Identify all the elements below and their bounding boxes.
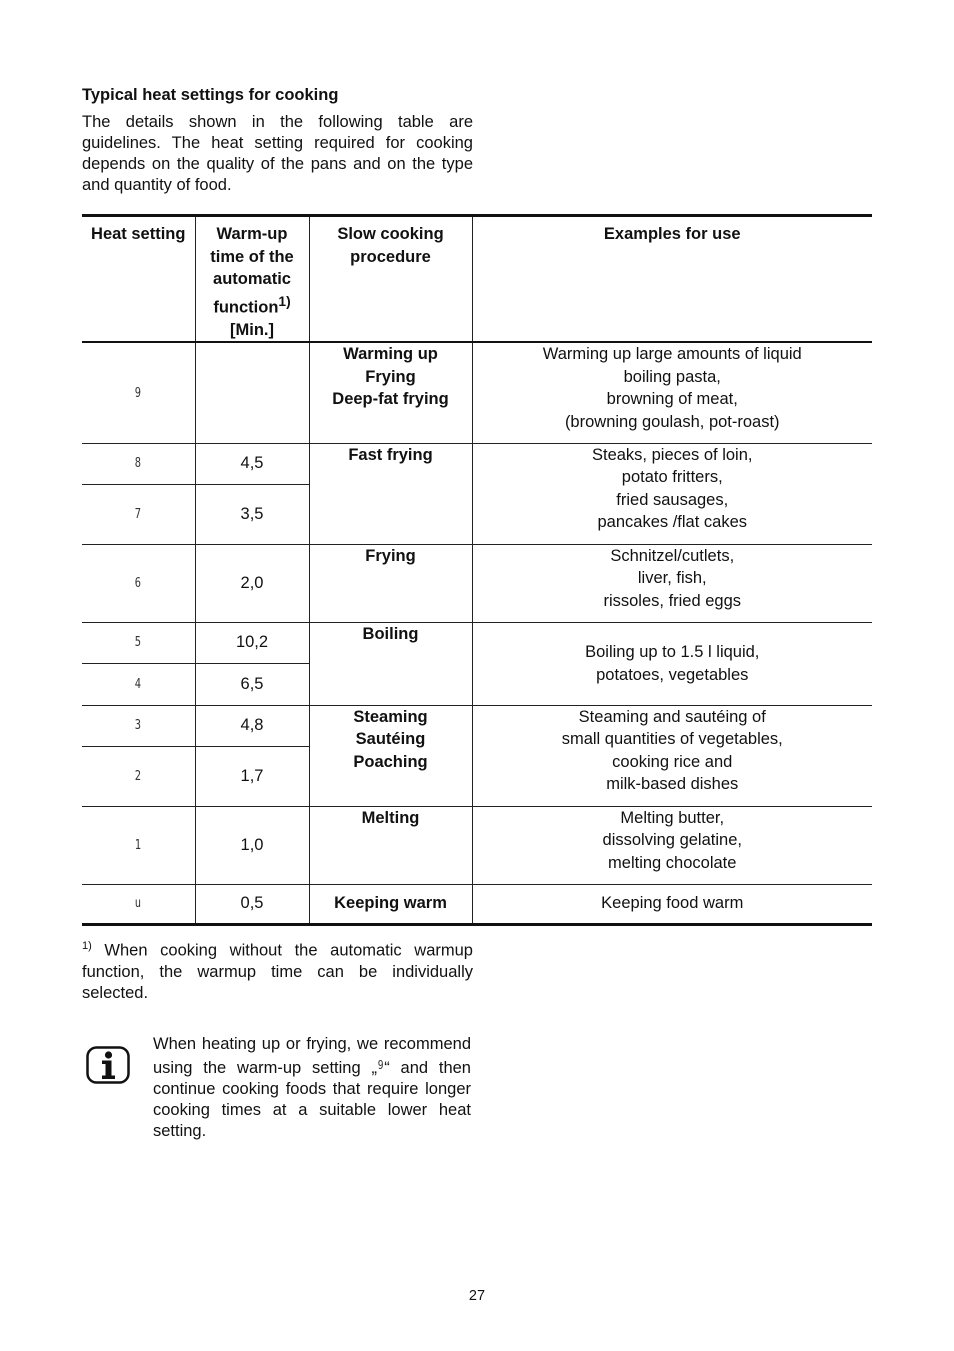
heat-setting-value: u (135, 896, 142, 912)
info-text-after: “ and then continue cooking foods that require longer cooking times at a suitable lower heat setting. (153, 1059, 471, 1140)
heat-setting-value: 9 (135, 385, 142, 401)
heat-setting-cell (82, 443, 195, 484)
examples-cell: Warming up large amounts of liquid boiling pasta, browning of meat, (browning goulash, pot-roast) (472, 342, 872, 443)
header-warmup-unit: [Min.] (230, 320, 274, 339)
procedure-cell: Keeping warm (309, 884, 472, 924)
procedure-cell: Boiling (309, 622, 472, 705)
warmup-cell: 0,5 (195, 884, 309, 924)
footnote-text: When cooking without the automatic warmup function, the warmup time can be individually selected. (82, 941, 473, 1002)
page-number: 27 (468, 1288, 486, 1304)
heat-setting-value: 7 (135, 506, 142, 522)
header-examples: Examples for use (472, 216, 872, 343)
examples-cell: Keeping food warm (472, 884, 872, 924)
footnote-marker: 1) (82, 940, 92, 952)
heat-setting-value: 6 (135, 575, 142, 591)
warmup-cell: 10,2 (195, 622, 309, 663)
header-warmup-time (195, 216, 309, 343)
warmup-cell: 3,5 (195, 484, 309, 544)
heat-setting-value: 2 (135, 768, 142, 784)
table-row (82, 705, 872, 746)
heat-setting-cell (82, 806, 195, 884)
info-heat-setting: 9 (377, 1058, 384, 1072)
footnote-marker: 1) (278, 293, 291, 309)
table-header-row (82, 216, 872, 343)
info-icon (86, 1046, 130, 1084)
heat-setting-cell (82, 544, 195, 622)
info-text-before: When heating up or frying, we recommend using the warm-up setting „ (153, 1035, 471, 1077)
section-heading: Typical heat settings for cooking (82, 86, 339, 104)
heat-setting-cell (82, 746, 195, 806)
heat-setting-value: 4 (135, 676, 142, 692)
examples-cell: Melting butter, dissolving gelatine, melting chocolate (472, 806, 872, 884)
warmup-cell (195, 342, 309, 443)
procedure-cell: Frying (309, 544, 472, 622)
header-warmup-label: Warm-up time of the automatic function (210, 225, 294, 316)
examples-cell: Boiling up to 1.5 l liquid, potatoes, vegetables (472, 622, 872, 705)
examples-cell: Steaks, pieces of loin, potato fritters, fried sausages, pancakes /flat cakes (472, 443, 872, 544)
table-row (82, 544, 872, 622)
procedure-cell: Steaming Sautéing Poaching (309, 705, 472, 806)
table-row (82, 342, 872, 443)
footnote (82, 936, 473, 1004)
warmup-cell: 6,5 (195, 663, 309, 705)
heat-settings-table (82, 214, 872, 926)
table-row (82, 806, 872, 884)
heat-setting-value: 8 (135, 456, 142, 472)
heat-setting-cell (82, 663, 195, 705)
warmup-cell: 4,5 (195, 443, 309, 484)
examples-cell: Steaming and sautéing of small quantities of vegetables, cooking rice and milk-based dishes (472, 705, 872, 806)
warmup-cell: 2,0 (195, 544, 309, 622)
heat-setting-cell (82, 884, 195, 924)
table-row (82, 443, 872, 484)
intro-paragraph: The details shown in the following table are guidelines. The heat setting required for cooking depends on the quality of the pans and on the type and quantity of food. (82, 113, 473, 194)
heat-setting-cell (82, 342, 195, 443)
info-note (153, 1034, 471, 1142)
examples-cell: Schnitzel/cutlets, liver, fish, rissoles, fried eggs (472, 544, 872, 622)
table-row (82, 622, 872, 663)
heat-setting-cell (82, 484, 195, 544)
heat-setting-cell (82, 622, 195, 663)
heat-setting-value: 3 (135, 718, 142, 734)
procedure-cell: Fast frying (309, 443, 472, 544)
heat-setting-value: 1 (135, 837, 142, 853)
procedure-cell: Warming up Frying Deep-fat frying (309, 342, 472, 443)
warmup-cell: 1,7 (195, 746, 309, 806)
procedure-cell: Melting (309, 806, 472, 884)
heat-setting-value: 5 (135, 635, 142, 651)
header-heat-setting: Heat setting (82, 216, 195, 343)
table-row (82, 884, 872, 924)
header-procedure: Slow cooking procedure (309, 216, 472, 343)
warmup-cell: 1,0 (195, 806, 309, 884)
heat-setting-cell (82, 705, 195, 746)
warmup-cell: 4,8 (195, 705, 309, 746)
